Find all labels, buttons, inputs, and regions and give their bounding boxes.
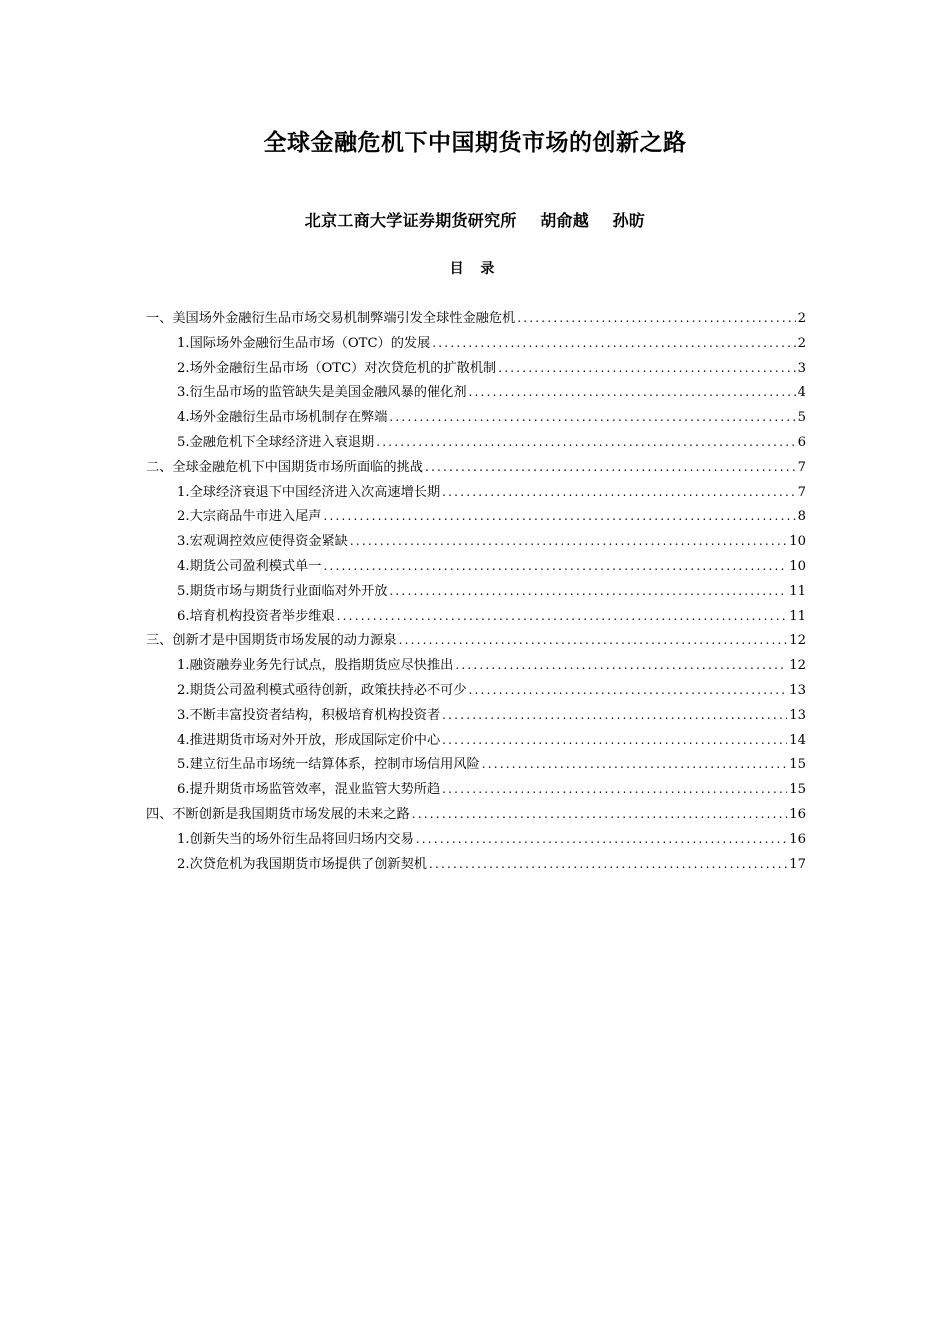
toc-heading: 目 录 xyxy=(449,261,501,277)
toc-entry[interactable] xyxy=(146,529,806,554)
toc-page-number: 7 xyxy=(797,459,806,475)
toc-entry-label: 3.不断丰富投资者结构，积极培育机构投资者 xyxy=(177,707,441,723)
toc-entry-label: 3.宏观调控效应使得资金紧缺 xyxy=(177,534,348,550)
author-name: 孙昉 xyxy=(612,211,646,230)
toc-entry-label: 1.国际场外金融衍生品市场（OTC）的发展 xyxy=(177,335,431,351)
toc-page-number: 3 xyxy=(797,360,806,376)
toc-page-number: 2 xyxy=(797,311,806,326)
toc-entry-label: 2.大宗商品牛市进入尾声 xyxy=(177,509,322,525)
toc-page-number: 14 xyxy=(789,732,806,748)
toc-entry[interactable] xyxy=(146,628,806,653)
toc-entry[interactable] xyxy=(146,579,806,604)
toc-leader-dots xyxy=(337,604,788,629)
toc-entry-label: 一、美国场外金融衍生品市场交易机制弊端引发全球性金融危机 xyxy=(146,311,516,326)
toc-leader-dots xyxy=(498,356,795,381)
toc-leader-dots xyxy=(399,628,788,653)
toc-entry-label: 三、创新才是中国期货市场发展的动力源泉 xyxy=(146,633,397,649)
document-title: 全球金融危机下中国期货市场的创新之路 xyxy=(263,130,687,156)
toc-entry[interactable] xyxy=(146,653,806,678)
author-line xyxy=(0,208,950,231)
toc-leader-dots xyxy=(469,678,788,703)
toc-entry[interactable] xyxy=(146,306,806,331)
toc-entry[interactable] xyxy=(146,604,806,629)
toc-page-number: 16 xyxy=(789,806,806,822)
toc-leader-dots xyxy=(517,306,795,331)
toc-leader-dots xyxy=(323,554,787,579)
toc-page-number: 13 xyxy=(789,707,806,723)
toc-page-number: 12 xyxy=(789,658,806,674)
toc-entry[interactable] xyxy=(146,430,806,455)
toc-page-number: 15 xyxy=(789,757,806,773)
toc-entry-label: 6.培育机构投资者举步维艰 xyxy=(177,608,335,624)
toc-entry-label: 5.期货市场与期货行业面临对外开放 xyxy=(177,583,388,599)
toc-entry[interactable] xyxy=(146,480,806,505)
toc-entry[interactable] xyxy=(146,752,806,777)
toc-entry-label: 6.提升期货市场监管效率，混业监管大势所趋 xyxy=(177,782,441,798)
toc-leader-dots xyxy=(482,752,788,777)
toc-entry-label: 1.融资融券业务先行试点，股指期货应尽快推出 xyxy=(177,658,454,674)
toc-page-number: 10 xyxy=(789,534,806,550)
toc-entry[interactable] xyxy=(146,802,806,827)
toc-entry-label: 四、不断创新是我国期货市场发展的未来之路 xyxy=(146,806,410,822)
toc-entry-label: 5.金融危机下全球经济进入衰退期 xyxy=(177,434,375,450)
toc-entry-label: 1.全球经济衰退下中国经济进入次高速增长期 xyxy=(177,484,441,500)
toc-leader-dots xyxy=(376,430,795,455)
toc-leader-dots xyxy=(389,405,795,430)
toc-entry[interactable] xyxy=(146,827,806,852)
toc-leader-dots xyxy=(323,504,795,529)
toc-page-number: 4 xyxy=(797,385,806,401)
toc-page-number: 6 xyxy=(797,434,806,450)
toc-entry-label: 1.创新失当的场外衍生品将回归场内交易 xyxy=(177,831,414,847)
toc-page-number: 13 xyxy=(789,682,806,698)
toc-entry[interactable] xyxy=(146,728,806,753)
toc-leader-dots xyxy=(412,802,787,827)
toc-leader-dots xyxy=(416,827,787,852)
toc-leader-dots xyxy=(432,331,795,356)
toc-leader-dots xyxy=(425,455,796,480)
toc-page-number: 16 xyxy=(789,831,806,847)
toc-entry-label: 4.场外金融衍生品市场机制存在弊端 xyxy=(177,410,388,426)
toc-entry[interactable] xyxy=(146,455,806,480)
toc-page-number: 8 xyxy=(797,509,806,525)
toc-page-number: 10 xyxy=(789,558,806,574)
toc-leader-dots xyxy=(389,579,787,604)
toc-entry-label: 2.期货公司盈利模式亟待创新，政策扶持必不可少 xyxy=(177,682,467,698)
toc-entry[interactable] xyxy=(146,554,806,579)
toc-page-number: 17 xyxy=(789,856,806,872)
toc-entry[interactable] xyxy=(146,777,806,802)
toc-entry[interactable] xyxy=(146,405,806,430)
toc-entry-label: 3.衍生品市场的监管缺失是美国金融风暴的催化剂 xyxy=(177,385,467,401)
toc-leader-dots xyxy=(429,852,787,877)
toc-entry[interactable] xyxy=(146,852,806,877)
toc-leader-dots xyxy=(442,777,787,802)
toc-entry[interactable] xyxy=(146,703,806,728)
toc-page-number: 7 xyxy=(797,484,806,500)
toc-leader-dots xyxy=(455,653,787,678)
toc-entry-label: 2.次贷危机为我国期货市场提供了创新契机 xyxy=(177,856,427,872)
toc-entry-label: 4.期货公司盈利模式单一 xyxy=(177,558,322,574)
toc-entry-label: 2.场外金融衍生品市场（OTC）对次贷危机的扩散机制 xyxy=(177,360,497,376)
author-name: 胡俞越 xyxy=(540,211,590,230)
toc-leader-dots xyxy=(469,380,796,405)
toc-entry-label: 二、全球金融危机下中国期货市场所面临的挑战 xyxy=(146,459,423,475)
toc-leader-dots xyxy=(350,529,787,554)
institution: 北京工商大学证券期货研究所 xyxy=(304,211,517,230)
toc-leader-dots xyxy=(442,703,787,728)
table-of-contents xyxy=(146,306,806,876)
toc-entry[interactable] xyxy=(146,331,806,356)
toc-leader-dots xyxy=(442,728,787,753)
toc-page-number: 11 xyxy=(789,583,806,599)
toc-leader-dots xyxy=(442,480,795,505)
toc-entry[interactable] xyxy=(146,380,806,405)
toc-page-number: 5 xyxy=(797,410,806,426)
toc-page-number: 12 xyxy=(789,633,806,649)
toc-entry[interactable] xyxy=(146,356,806,381)
toc-page-number: 11 xyxy=(789,608,806,624)
toc-entry-label: 4.推进期货市场对外开放，形成国际定价中心 xyxy=(177,732,441,748)
toc-page-number: 15 xyxy=(789,782,806,798)
toc-entry-label: 5.建立衍生品市场统一结算体系，控制市场信用风险 xyxy=(177,757,480,773)
toc-entry[interactable] xyxy=(146,504,806,529)
toc-page-number: 2 xyxy=(797,335,806,351)
toc-entry[interactable] xyxy=(146,678,806,703)
